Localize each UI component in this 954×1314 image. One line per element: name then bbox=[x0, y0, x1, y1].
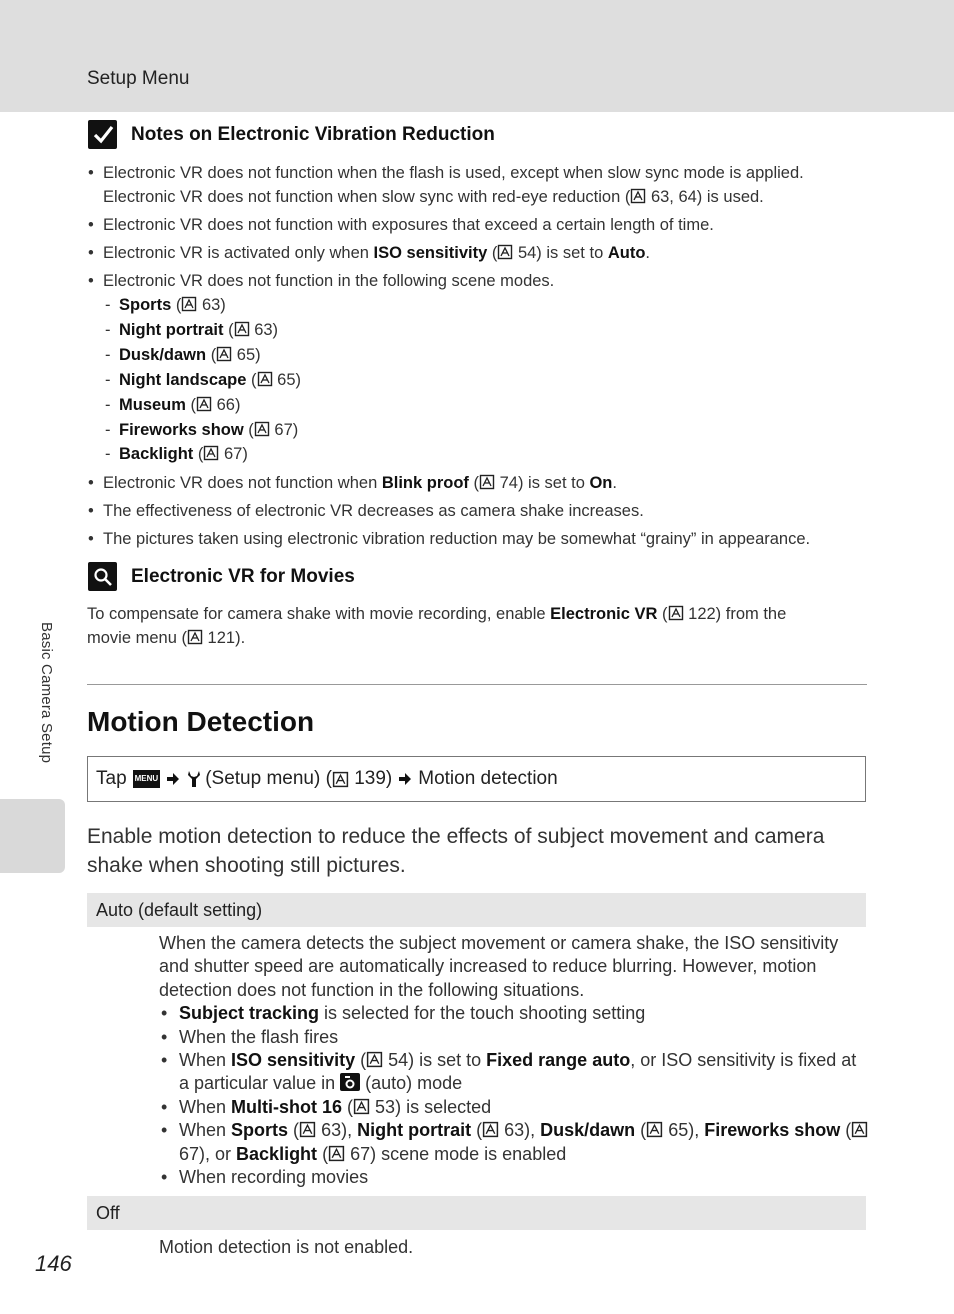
book-ref-icon bbox=[254, 421, 270, 437]
book-ref-icon bbox=[497, 244, 513, 260]
header-title: Setup Menu bbox=[87, 68, 190, 89]
note-vr-title: Notes on Electronic Vibration Reduction bbox=[131, 123, 495, 145]
list-item: • When Multi-shot 16 ( 53) is selected bbox=[159, 1096, 869, 1119]
page-number: 146 bbox=[35, 1251, 72, 1276]
list-item: • Electronic VR does not function when Blink proof ( 74) is set to On. bbox=[88, 472, 878, 496]
setting-auto-description: When the camera detects the subject movement or camera shake, the ISO sensitivity and shutter speed are automatically increased to reduce blurring. However, motion detection does not function in the following situations. • Subject tracking is selected for the touch shooting setting • When the flash fires • When ISO sensitivity ( 54) is set to Fixed range auto, or ISO sensitivity is fixed at a particular value in (auto) mode • When Multi-shot 16 ( 53) is selected • When Sports ( 63), Night portrait ( 63), Dusk/dawn ( 65), Fireworks show ( 67), or Backlight ( 67) scene mode is enabled • When recording movies bbox=[159, 932, 869, 1189]
book-ref-icon bbox=[257, 371, 273, 387]
list-item: • When ISO sensitivity ( 54) is set to Fixed range auto, or ISO sensitivity is fixed at a particular value in (auto) mode bbox=[159, 1049, 869, 1096]
scene-item: - Night landscape ( 65) bbox=[103, 368, 878, 393]
book-ref-icon bbox=[646, 1121, 663, 1138]
note-movies-title: Electronic VR for Movies bbox=[131, 565, 355, 587]
auto-exceptions-list bbox=[159, 1002, 869, 1189]
scene-item: - Fireworks show ( 67) bbox=[103, 418, 878, 443]
list-item: • The effectiveness of electronic VR decreases as camera shake increases. bbox=[88, 500, 878, 524]
side-chapter-tab bbox=[0, 799, 65, 873]
intro-text: Enable motion detection to reduce the effects of subject movement and camera shake when shooting still pictures. bbox=[87, 825, 825, 877]
checkmark-icon bbox=[88, 120, 117, 149]
scene-item: - Dusk/dawn ( 65) bbox=[103, 343, 878, 368]
list-item: • When recording movies bbox=[159, 1166, 869, 1189]
book-ref-icon bbox=[299, 1121, 316, 1138]
book-ref-icon bbox=[203, 445, 219, 461]
list-item: • When the flash fires bbox=[159, 1026, 869, 1049]
setting-off-label: Off bbox=[87, 1196, 866, 1230]
book-ref-icon bbox=[851, 1121, 868, 1138]
scene-item: - Night portrait ( 63) bbox=[103, 318, 878, 343]
scene-item: - Sports ( 63) bbox=[103, 293, 878, 318]
note-movies-text: To compensate for camera shake with movie recording, enable Electronic VR ( 122) from the movie menu ( 121). bbox=[87, 605, 787, 647]
book-ref-icon bbox=[332, 771, 349, 788]
right-arrow-icon bbox=[166, 772, 180, 786]
book-ref-icon bbox=[366, 1051, 383, 1068]
book-ref-icon bbox=[181, 296, 197, 312]
note-vr-list bbox=[88, 162, 878, 556]
list-item: • Electronic VR does not function with exposures that exceed a certain length of time. bbox=[88, 214, 878, 238]
book-ref-icon bbox=[479, 474, 495, 490]
list-item: • When Sports ( 63), Night portrait ( 63), Dusk/dawn ( 65), Fireworks show ( 67), or Backlight ( 67) scene mode is enabled bbox=[159, 1119, 869, 1166]
book-ref-icon bbox=[353, 1098, 370, 1115]
list-item: • Electronic VR does not function in the following scene modes. - Sports ( 63) - Night portrait ( 63) - Dusk/dawn ( 65) - Night landscape ( 65) - Museum ( 66) - Fireworks show ( 67) - Backlight ( 67) bbox=[88, 270, 878, 468]
wrench-icon bbox=[186, 770, 202, 788]
note-vr-heading bbox=[88, 120, 495, 149]
list-item: • Electronic VR is activated only when ISO sensitivity ( 54) is set to Auto. bbox=[88, 242, 878, 266]
section-divider bbox=[87, 684, 867, 685]
right-arrow-icon bbox=[398, 772, 412, 786]
book-ref-icon bbox=[234, 321, 250, 337]
setting-off-description: Motion detection is not enabled. bbox=[159, 1237, 414, 1257]
book-ref-icon bbox=[216, 346, 232, 362]
scene-mode-list bbox=[103, 293, 878, 467]
setting-auto-label: Auto (default setting) bbox=[87, 893, 866, 927]
section-title: Motion Detection bbox=[87, 706, 315, 737]
magnifier-note-icon bbox=[88, 562, 117, 591]
menu-icon: MENU bbox=[133, 770, 161, 788]
book-ref-icon bbox=[630, 188, 646, 204]
book-ref-icon bbox=[668, 605, 684, 621]
camera-icon bbox=[340, 1073, 360, 1091]
navigation-path-box: Tap MENU (Setup menu) ( 139) Motion detection bbox=[87, 756, 866, 802]
scene-item: - Backlight ( 67) bbox=[103, 442, 878, 467]
book-ref-icon bbox=[482, 1121, 499, 1138]
book-ref-icon bbox=[328, 1145, 345, 1162]
list-item: • Electronic VR does not function when the flash is used, except when slow sync mode is applied. Electronic VR does not function when slow sync with red-eye reduction ( 63, 64) is used. bbox=[88, 162, 878, 209]
book-ref-icon bbox=[196, 396, 212, 412]
list-item: • The pictures taken using electronic vibration reduction may be somewhat “grainy” in appearance. bbox=[88, 528, 878, 552]
page-header bbox=[0, 0, 954, 112]
book-ref-icon bbox=[187, 629, 203, 645]
side-chapter-label: Basic Camera Setup bbox=[38, 622, 55, 764]
note-movies-heading bbox=[88, 562, 355, 591]
list-item: • Subject tracking is selected for the touch shooting setting bbox=[159, 1002, 869, 1025]
scene-item: - Museum ( 66) bbox=[103, 393, 878, 418]
